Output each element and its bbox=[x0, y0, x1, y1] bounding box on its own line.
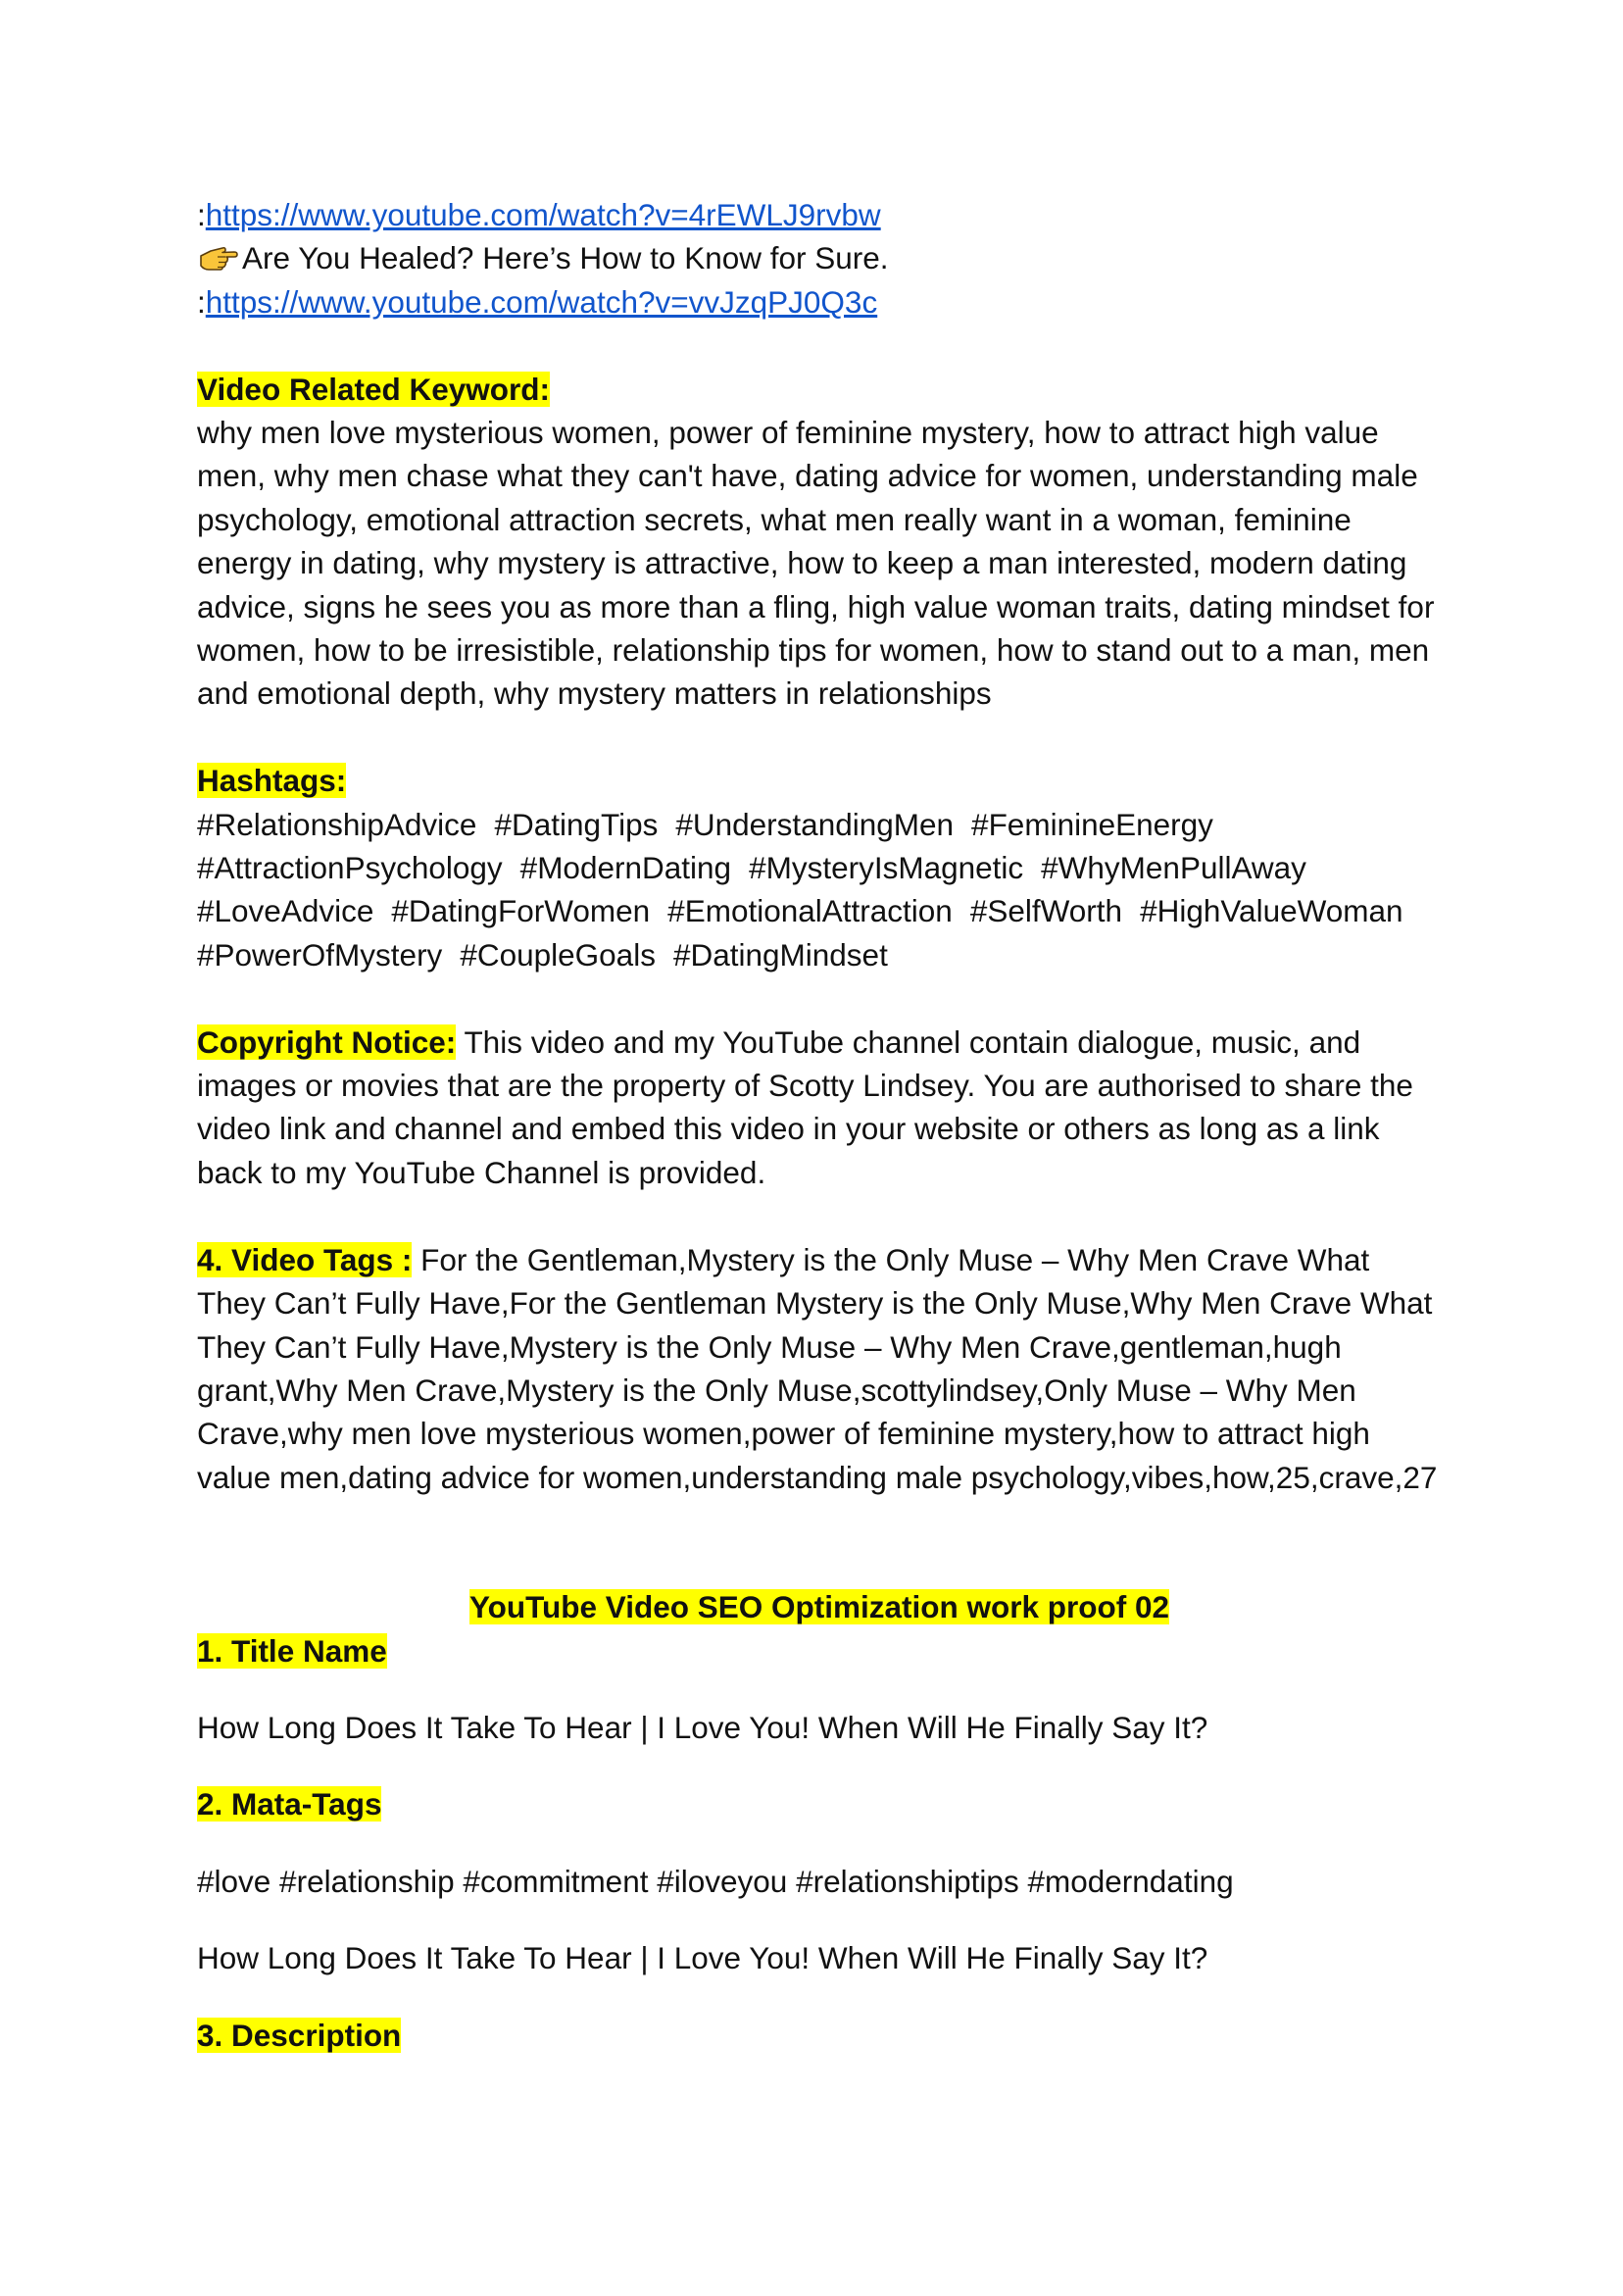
hashtag-line bbox=[197, 803, 1442, 846]
video-heading-line bbox=[197, 236, 1442, 279]
spacer bbox=[197, 716, 1442, 759]
copyright-text: This video and my YouTube channel contain dialogue, music, and images or movies that are the property of Scotty Lindsey. You are authorised to share the video link and channel and embed this video in your website or others as long as a link back to my YouTube Channel is provided. bbox=[197, 1023, 1413, 1190]
hashtag: #SelfWorth bbox=[969, 893, 1123, 929]
hashtag: #AttractionPsychology bbox=[197, 850, 503, 886]
copyright-label: Copyright Notice: bbox=[197, 1023, 457, 1060]
spacer bbox=[197, 1672, 1442, 1706]
section-heading-line bbox=[197, 1585, 1442, 1628]
hashtag: #WhyMenPullAway bbox=[1041, 850, 1306, 886]
hashtag: #HighValueWoman bbox=[1140, 893, 1403, 929]
hashtag: #LoveAdvice bbox=[197, 893, 374, 929]
hashtag: #RelationshipAdvice bbox=[197, 806, 477, 842]
spacer bbox=[197, 1194, 1442, 1237]
hashtag: #UnderstandingMen bbox=[675, 806, 955, 842]
meta-title-text: How Long Does It Take To Hear | I Love You! When Will He Finally Say It? bbox=[197, 1940, 1208, 1976]
video-tags-label: 4. Video Tags : bbox=[197, 1241, 413, 1277]
hashtag: #DatingMindset bbox=[672, 936, 888, 973]
youtube-link-1[interactable]: https://www.youtube.com/watch?v=4rEWLJ9rvbw bbox=[205, 197, 881, 232]
link-prefix: : bbox=[197, 197, 206, 232]
link-prefix: : bbox=[197, 283, 206, 320]
description-label: 3. Description bbox=[197, 2017, 402, 2053]
title-label-line bbox=[197, 1629, 1442, 1672]
document-content bbox=[197, 193, 1442, 2057]
video-tags-paragraph bbox=[197, 1238, 1442, 1499]
youtube-link-2[interactable]: https://www.youtube.com/watch?v=vvJzqPJ0Q3c bbox=[205, 283, 878, 320]
hashtag: #PowerOfMystery bbox=[197, 936, 443, 973]
hashtag: #DatingForWomen bbox=[391, 893, 651, 929]
hashtag: #EmotionalAttraction bbox=[667, 893, 953, 929]
spacer bbox=[197, 1749, 1442, 1782]
keywords-label-line bbox=[197, 368, 1442, 411]
keywords-text: why men love mysterious women, power of feminine mystery, how to attract high value men, why men chase what they can't have, dating advice for women, understanding male psychology, emotional attraction secrets, what men really want in a woman, feminine energy in dating, why mystery is attractive, how to keep a man interested, modern dating advice, signs he sees you as more than a fling, high value woman traits, dating mindset for women, how to be irresistible, relationship tips for women, how to stand out to a man, men and emotional depth, why mystery matters in relationships bbox=[197, 415, 1435, 712]
spacer bbox=[197, 1499, 1442, 1585]
hashtag: #ModernDating bbox=[519, 850, 732, 886]
hashtags-label: Hashtags: bbox=[197, 763, 347, 799]
copyright-paragraph bbox=[197, 1021, 1442, 1195]
hashtag: #FeminineEnergy bbox=[971, 806, 1213, 842]
spacer bbox=[197, 976, 1442, 1020]
title-label: 1. Title Name bbox=[197, 1632, 387, 1669]
video-tags-text: For the Gentleman,Mystery is the Only Muse – Why Men Crave What They Can’t Fully Have,For the Gentleman Mystery is the Only Muse,Why Men Crave What They Can’t Fully Have,Mystery is the Only Muse – Why Men Crave,gentleman,hugh grant,Why Men Crave,Mystery is the Only Muse,scottylindsey,Only Muse – Why Men Crave,why men love mysterious women,power of feminine mystery,how to attract high value men,dating advice for women,understanding male psychology,vibes,how,25,crave,27 bbox=[197, 1241, 1438, 1495]
description-label-line bbox=[197, 2014, 1442, 2057]
meta-tags-text: #love #relationship #commitment #iloveyou #relationshiptips #moderndating bbox=[197, 1863, 1234, 1899]
link-line-2 bbox=[197, 280, 1442, 324]
spacer bbox=[197, 1903, 1442, 1936]
pointing-hand-icon bbox=[197, 242, 240, 272]
hashtag-line bbox=[197, 846, 1442, 889]
title-text: How Long Does It Take To Hear | I Love You! When Will He Finally Say It? bbox=[197, 1709, 1208, 1745]
hashtag: #MysteryIsMagnetic bbox=[749, 850, 1024, 886]
spacer bbox=[197, 324, 1442, 367]
spacer bbox=[197, 1980, 1442, 2014]
hashtag: #DatingTips bbox=[494, 806, 659, 842]
meta-tags-label: 2. Mata-Tags bbox=[197, 1786, 382, 1822]
hashtags-label-line bbox=[197, 759, 1442, 802]
section-heading: YouTube Video SEO Optimization work proof 02 bbox=[468, 1589, 1170, 1625]
meta-label-line bbox=[197, 1782, 1442, 1825]
hashtag: #CoupleGoals bbox=[460, 936, 656, 973]
keywords-label: Video Related Keyword: bbox=[197, 371, 551, 407]
hashtag-line bbox=[197, 933, 1442, 976]
video-title-text: Are You Healed? Here’s How to Know for Sure. bbox=[242, 240, 889, 276]
spacer bbox=[197, 1826, 1442, 1860]
link-line-1 bbox=[197, 193, 1442, 236]
hashtag-line bbox=[197, 889, 1442, 932]
